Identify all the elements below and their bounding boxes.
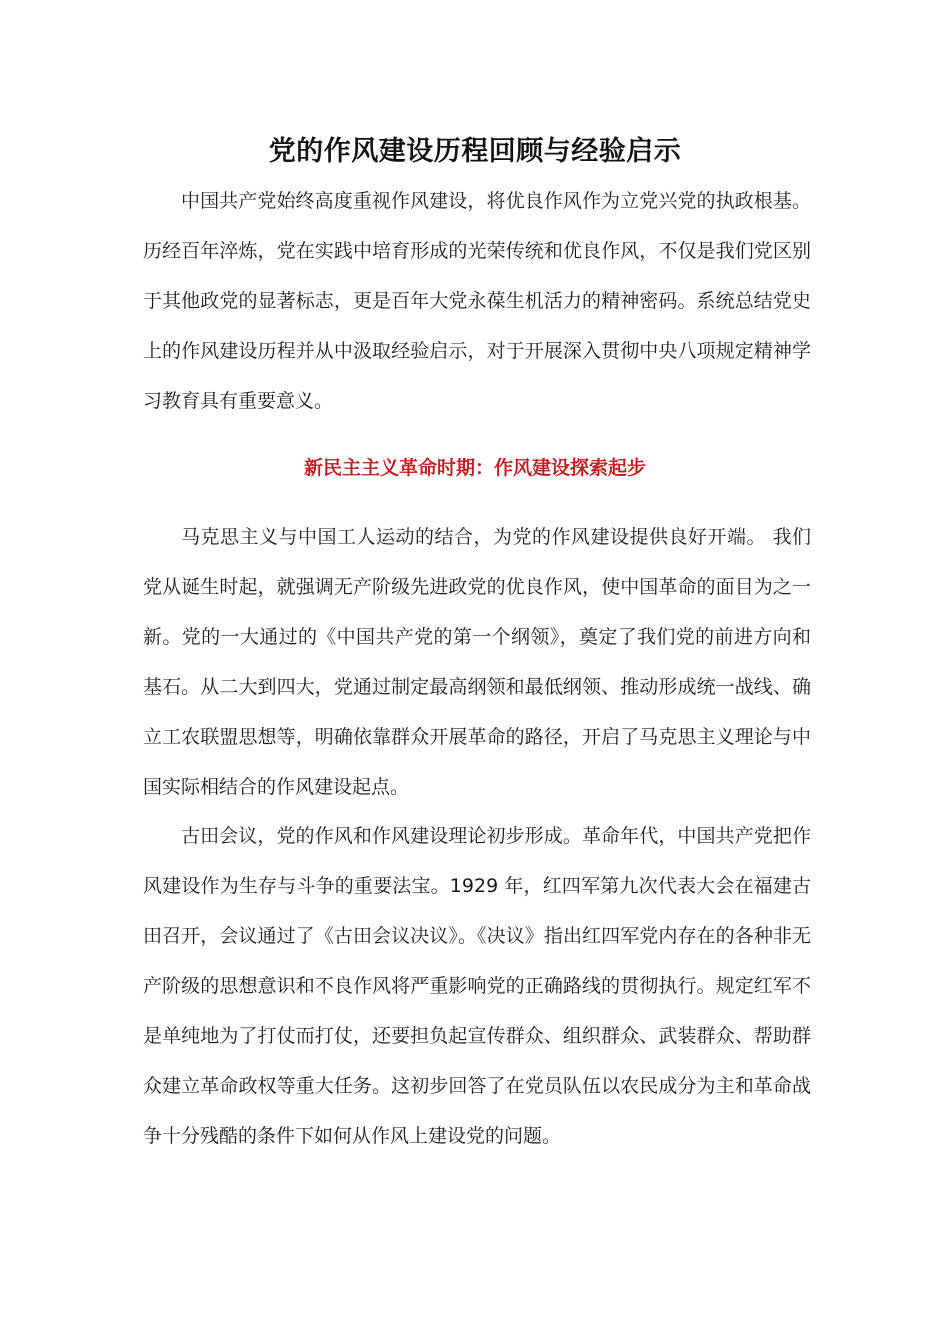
body-paragraph: 古田会议，党的作风和作风建设理论初步形成。革命年代，中国共产党把作风建设作为生存与斗争的重要法宝。1929 年，红四军第九次代表大会在福建古田召开，会议通过了《古田会议决议》。《决议》指出红四军党内存在的各种非无产阶级的思想意识和不良作风将严重影响党的正确路线的贯彻执行。规定红军不是单纯地为了打仗而打仗，还要担负起宣传群众、组织群众、武装群众、帮助群众建立革命政权等重大任务。这初步回答了在党员队伍以农民成分为主和革命战争十分残酷的条件下如何从作风上建设党的问题。 bbox=[143, 825, 811, 1147]
body-paragraph: 马克思主义与中国工人运动的结合，为党的作风建设提供良好开端。 我们党从诞生时起，就强调无产阶级先进政党的优良作风，使中国革命的面目为之一新。党的一大通过的《中国共产党的第一个纲领》，奠定了我们党的前进方向和基石。从二大到四大，党通过制定最高纲领和最低纲领、推动形成统一战线、确立工农联盟思想等，明确依靠群众开展革命的路径，开启了马克思主义理论与中国实际相结合的作风建设起点。 bbox=[143, 526, 811, 798]
section-heading: 新民主主义革命时期：作风建设探索起步 bbox=[303, 457, 646, 479]
document-title: 党的作风建设历程回顾与经验启示 bbox=[268, 136, 682, 167]
intro-paragraph: 中国共产党始终高度重视作风建设，将优良作风作为立党兴党的执政根基。历经百年淬炼，党在实践中培育形成的光荣传统和优良作风，不仅是我们党区别于其他政党的显著标志，更是百年大党永葆生机活力的精神密码。系统总结党史上的作风建设历程并从中汲取经验启示，对于开展深入贯彻中央八项规定精神学习教育具有重要意义。 bbox=[143, 190, 811, 412]
